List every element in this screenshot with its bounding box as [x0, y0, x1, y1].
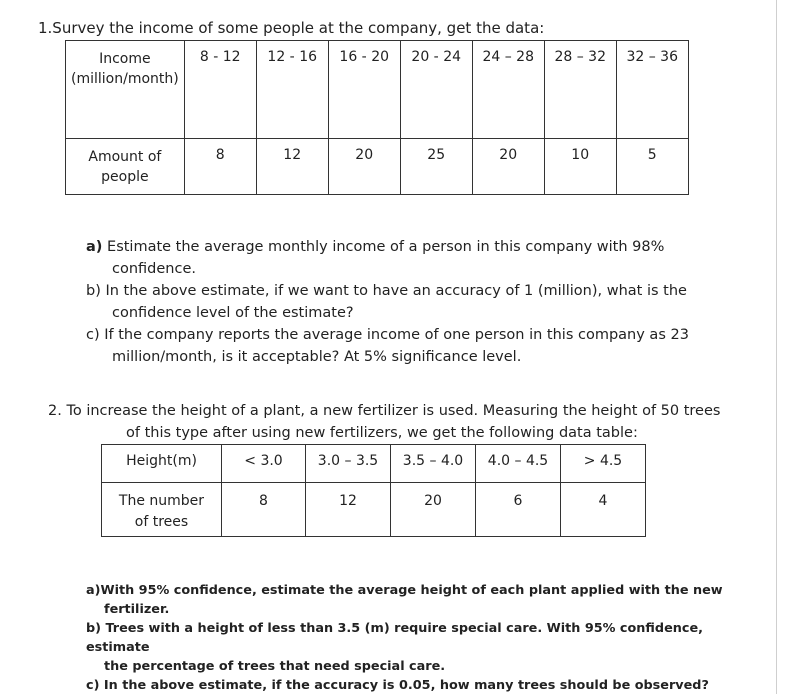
count-cell: 20 [391, 483, 476, 537]
question-1a-cont: confidence. [112, 261, 196, 277]
income-range-cell: 8 - 12 [184, 41, 256, 139]
height-range-cell: < 3.0 [222, 445, 306, 483]
count-cell: 4 [561, 483, 646, 537]
height-table [101, 444, 646, 537]
question-2b-cont: the percentage of trees that need special care. [104, 659, 446, 674]
income-table [65, 40, 689, 195]
count-cell: 8 [184, 139, 256, 195]
height-row-label: Height(m) [102, 445, 222, 483]
question-2c: c) In the above estimate, if the accuracy is 0.05, how many trees should be observed? [86, 678, 709, 693]
trees-row-label: The number of trees [102, 483, 222, 537]
income-range-cell: 28 – 32 [544, 41, 616, 139]
question-1c-cont: million/month, is it acceptable? At 5% significance level. [112, 349, 522, 365]
count-cell: 12 [256, 139, 328, 195]
problem2-intro-line: of this type after using new fertilizers, we get the following data table: [126, 425, 638, 441]
height-range-cell: 3.5 – 4.0 [391, 445, 476, 483]
problem2-intro [48, 400, 748, 444]
page-edge-divider [776, 0, 777, 694]
table-row [66, 139, 689, 195]
people-row-label: Amount of people [66, 139, 185, 195]
income-range-cell: 16 - 20 [328, 41, 400, 139]
count-cell: 20 [328, 139, 400, 195]
height-range-cell: > 4.5 [561, 445, 646, 483]
question-1a: a) Estimate the average monthly income of a person in this company with 98% [86, 239, 665, 255]
height-range-cell: 4.0 – 4.5 [476, 445, 561, 483]
table-row [102, 445, 646, 483]
income-row-label: Income (million/month) [66, 41, 185, 139]
income-range-cell: 32 – 36 [616, 41, 688, 139]
count-cell: 5 [616, 139, 688, 195]
question-2b: b) Trees with a height of less than 3.5 (m) require special care. With 95% confidence, estimate [86, 621, 703, 655]
count-cell: 12 [306, 483, 391, 537]
problem1-heading: 1.Survey the income of some people at the company, get the data: [38, 19, 545, 37]
problem2-questions [86, 581, 746, 695]
count-cell: 20 [472, 139, 544, 195]
question-1b: b) In the above estimate, if we want to have an accuracy of 1 (million), what is the [86, 283, 687, 299]
income-range-cell: 20 - 24 [400, 41, 472, 139]
question-1b-cont: confidence level of the estimate? [112, 305, 354, 321]
income-range-cell: 12 - 16 [256, 41, 328, 139]
problem2-intro-line: 2. To increase the height of a plant, a new fertilizer is used. Measuring the height of 50 trees [48, 403, 721, 419]
count-cell: 6 [476, 483, 561, 537]
count-cell: 8 [222, 483, 306, 537]
height-range-cell: 3.0 – 3.5 [306, 445, 391, 483]
question-2a-cont: fertilizer. [104, 602, 170, 617]
table-row [66, 41, 689, 139]
income-range-cell: 24 – 28 [472, 41, 544, 139]
problem1-questions [86, 236, 689, 368]
count-cell: 10 [544, 139, 616, 195]
question-1c: c) If the company reports the average income of one person in this company as 23 [86, 327, 689, 343]
question-label: a) [86, 239, 103, 255]
table-row [102, 483, 646, 537]
question-2a: a)With 95% confidence, estimate the average height of each plant applied with the new [86, 583, 723, 598]
count-cell: 25 [400, 139, 472, 195]
